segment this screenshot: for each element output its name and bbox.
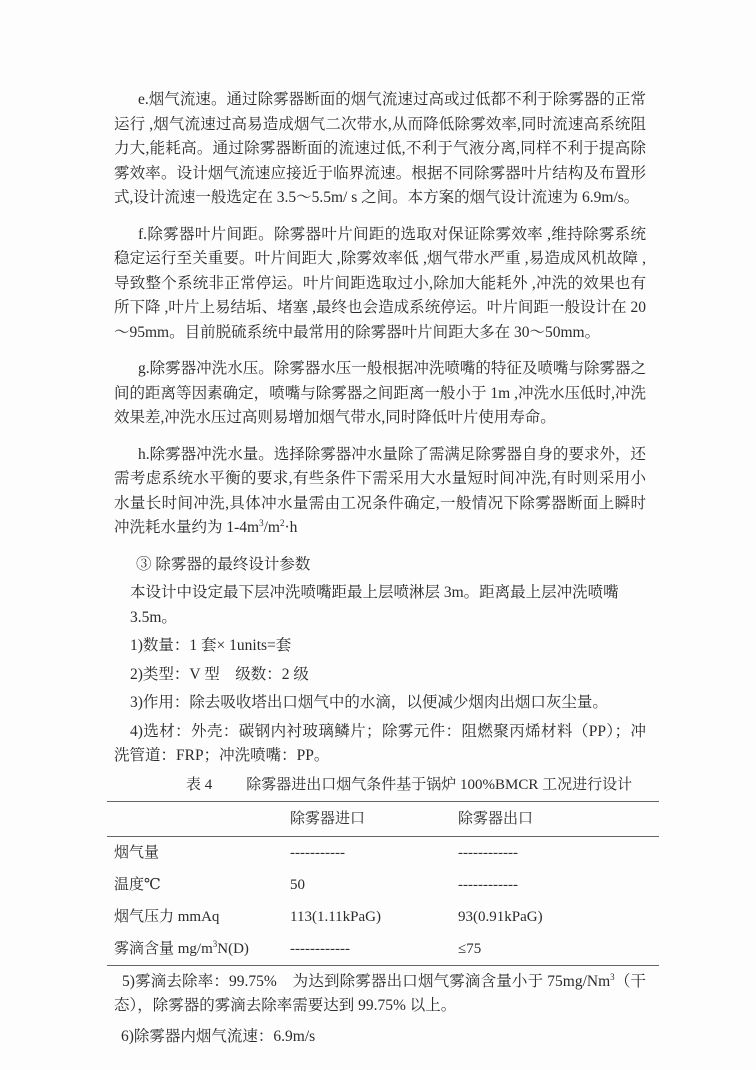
unit-text: /m	[263, 519, 280, 536]
item-2: 2)类型：V 型 级数：2 级	[130, 665, 309, 683]
table-header-row	[107, 802, 659, 837]
table-row	[107, 837, 659, 869]
paragraph-f: f.除雾器叶片间距。除雾器叶片间距的选取对保证除雾效率 ,维持除雾系统稳定运行至关重要。叶片间距大 ,除雾效率低 ,烟气带水严重 ,易造成风机故障 ,导致整个系统非正常停运。叶片间距选取过小,除加大能耗外 ,冲洗的效果也有所下降 ,叶片上易结垢、堵塞 ,最终也会造成系统停运。叶片间距一般设计在 20～95mm。目前脱硫系统中最常用的除雾器叶片间距大多在 30～50mm。	[114, 225, 646, 341]
data-table	[107, 801, 659, 966]
table-cell: 113(1.11kPaG)	[290, 908, 381, 925]
item-3: 3)作用：除去吸收塔出口烟气中的水滴，以便减少烟肉出烟口灰尘量。	[130, 694, 608, 711]
table-cell: 93(0.91kPaG)	[458, 908, 543, 925]
item-1: 1)数量：1 套× 1units=套	[130, 637, 292, 654]
table-caption-text: 除雾器进出口烟气条件基于锅炉 100%BMCR 工况进行设计	[246, 776, 633, 793]
section-heading: ③ 除雾器的最终设计参数	[136, 555, 311, 573]
item-6: 6)除雾器内烟气流速：6.9m/s	[121, 1027, 316, 1045]
table-row	[107, 901, 659, 933]
document-page	[114, 0, 646, 1049]
table-header	[107, 809, 290, 829]
table-cell: ------------	[458, 844, 518, 861]
paragraph-h-text: h.除雾器冲洗水量。选择除雾器冲水量除了需满足除雾器自身的要求外，还需考虑系统水平衡的要求,有些条件下需采用大水量短时间冲洗,有时则采用小水量长时间冲洗,具体冲水量需由工况条件确定,一般情况下除雾器断面上瞬时冲洗耗水量约为 1-4m	[114, 445, 646, 536]
superscript: 3	[610, 971, 615, 982]
item-5-text: 5)雾滴去除率：99.75% 为达到除雾器出口烟气雾滴含量小于 75mg/Nm	[122, 972, 611, 990]
table-cell-text: N(D)	[217, 940, 249, 957]
paragraph-g: g.除雾器冲洗水压。除雾器水压一般根据冲洗喷嘴的特征及喷嘴与除雾器之间的距离等因素确定，喷嘴与除雾器之间距离一般小于 1m ,冲洗水压低时,冲洗效果差,冲洗水压过高则易增加烟气带水,同时降低叶片使用寿命。	[114, 360, 646, 426]
table-row	[107, 933, 659, 965]
table-cell: ≤75	[458, 940, 482, 957]
superscript: 3	[212, 938, 218, 949]
intro-text: 本设计中设定最下层冲洗喷嘴距最上层喷淋层 3m。距离最上层冲洗喷嘴 3.5m。	[130, 584, 619, 626]
unit-text: ·h	[284, 519, 298, 536]
table-header: 除雾器出口	[458, 810, 534, 827]
table-body	[107, 837, 659, 965]
item-4: 4)选材：外壳：碳钢内衬玻璃鳞片；除雾元件：阻燃聚丙烯材料（PP）；冲洗管道：FRP；冲洗喷嘴：PP。	[114, 722, 646, 764]
table-cell	[107, 939, 290, 959]
table-row	[107, 869, 659, 901]
table-cell: ------------	[290, 940, 350, 957]
table-cell: 烟气量	[114, 844, 160, 861]
superscript: 2	[279, 517, 285, 528]
paragraph-e: e.烟气流速。通过除雾器断面的烟气流速过高或过低都不利于除雾器的正常运行 ,烟气流速过高易造成烟气二次带水,从而降低除雾效率,同时流速高系统阻力大,能耗高。通过除雾器断面的流速过低,不利于气液分离,同样不利于提高除雾效率。设计烟气流速应接近于临界流速。根据不同除雾器叶片结构及布置形式,设计流速一般选定在 3.5～5.5m/ s 之间。本方案的烟气设计流速为 6.9m/s。	[114, 91, 646, 206]
item-5-text: （干态），除雾器的雾滴去除率需要达到 99.75% 以上。	[114, 972, 646, 1014]
table-cell: 50	[290, 876, 305, 893]
table-header: 除雾器进口	[290, 810, 366, 827]
table-cell: -----------	[290, 844, 345, 861]
table-cell: 烟气压力 mmAq	[114, 908, 220, 925]
table-caption-label: 表 4	[186, 776, 213, 793]
table-cell: ------------	[458, 876, 518, 893]
paragraph-h	[114, 443, 646, 541]
superscript: 3	[259, 517, 264, 528]
item-5	[114, 970, 646, 1019]
table-caption	[186, 775, 646, 795]
table-cell-text: 雾滴含量 mg/m	[114, 940, 213, 957]
table-cell: 温度℃	[114, 876, 161, 893]
